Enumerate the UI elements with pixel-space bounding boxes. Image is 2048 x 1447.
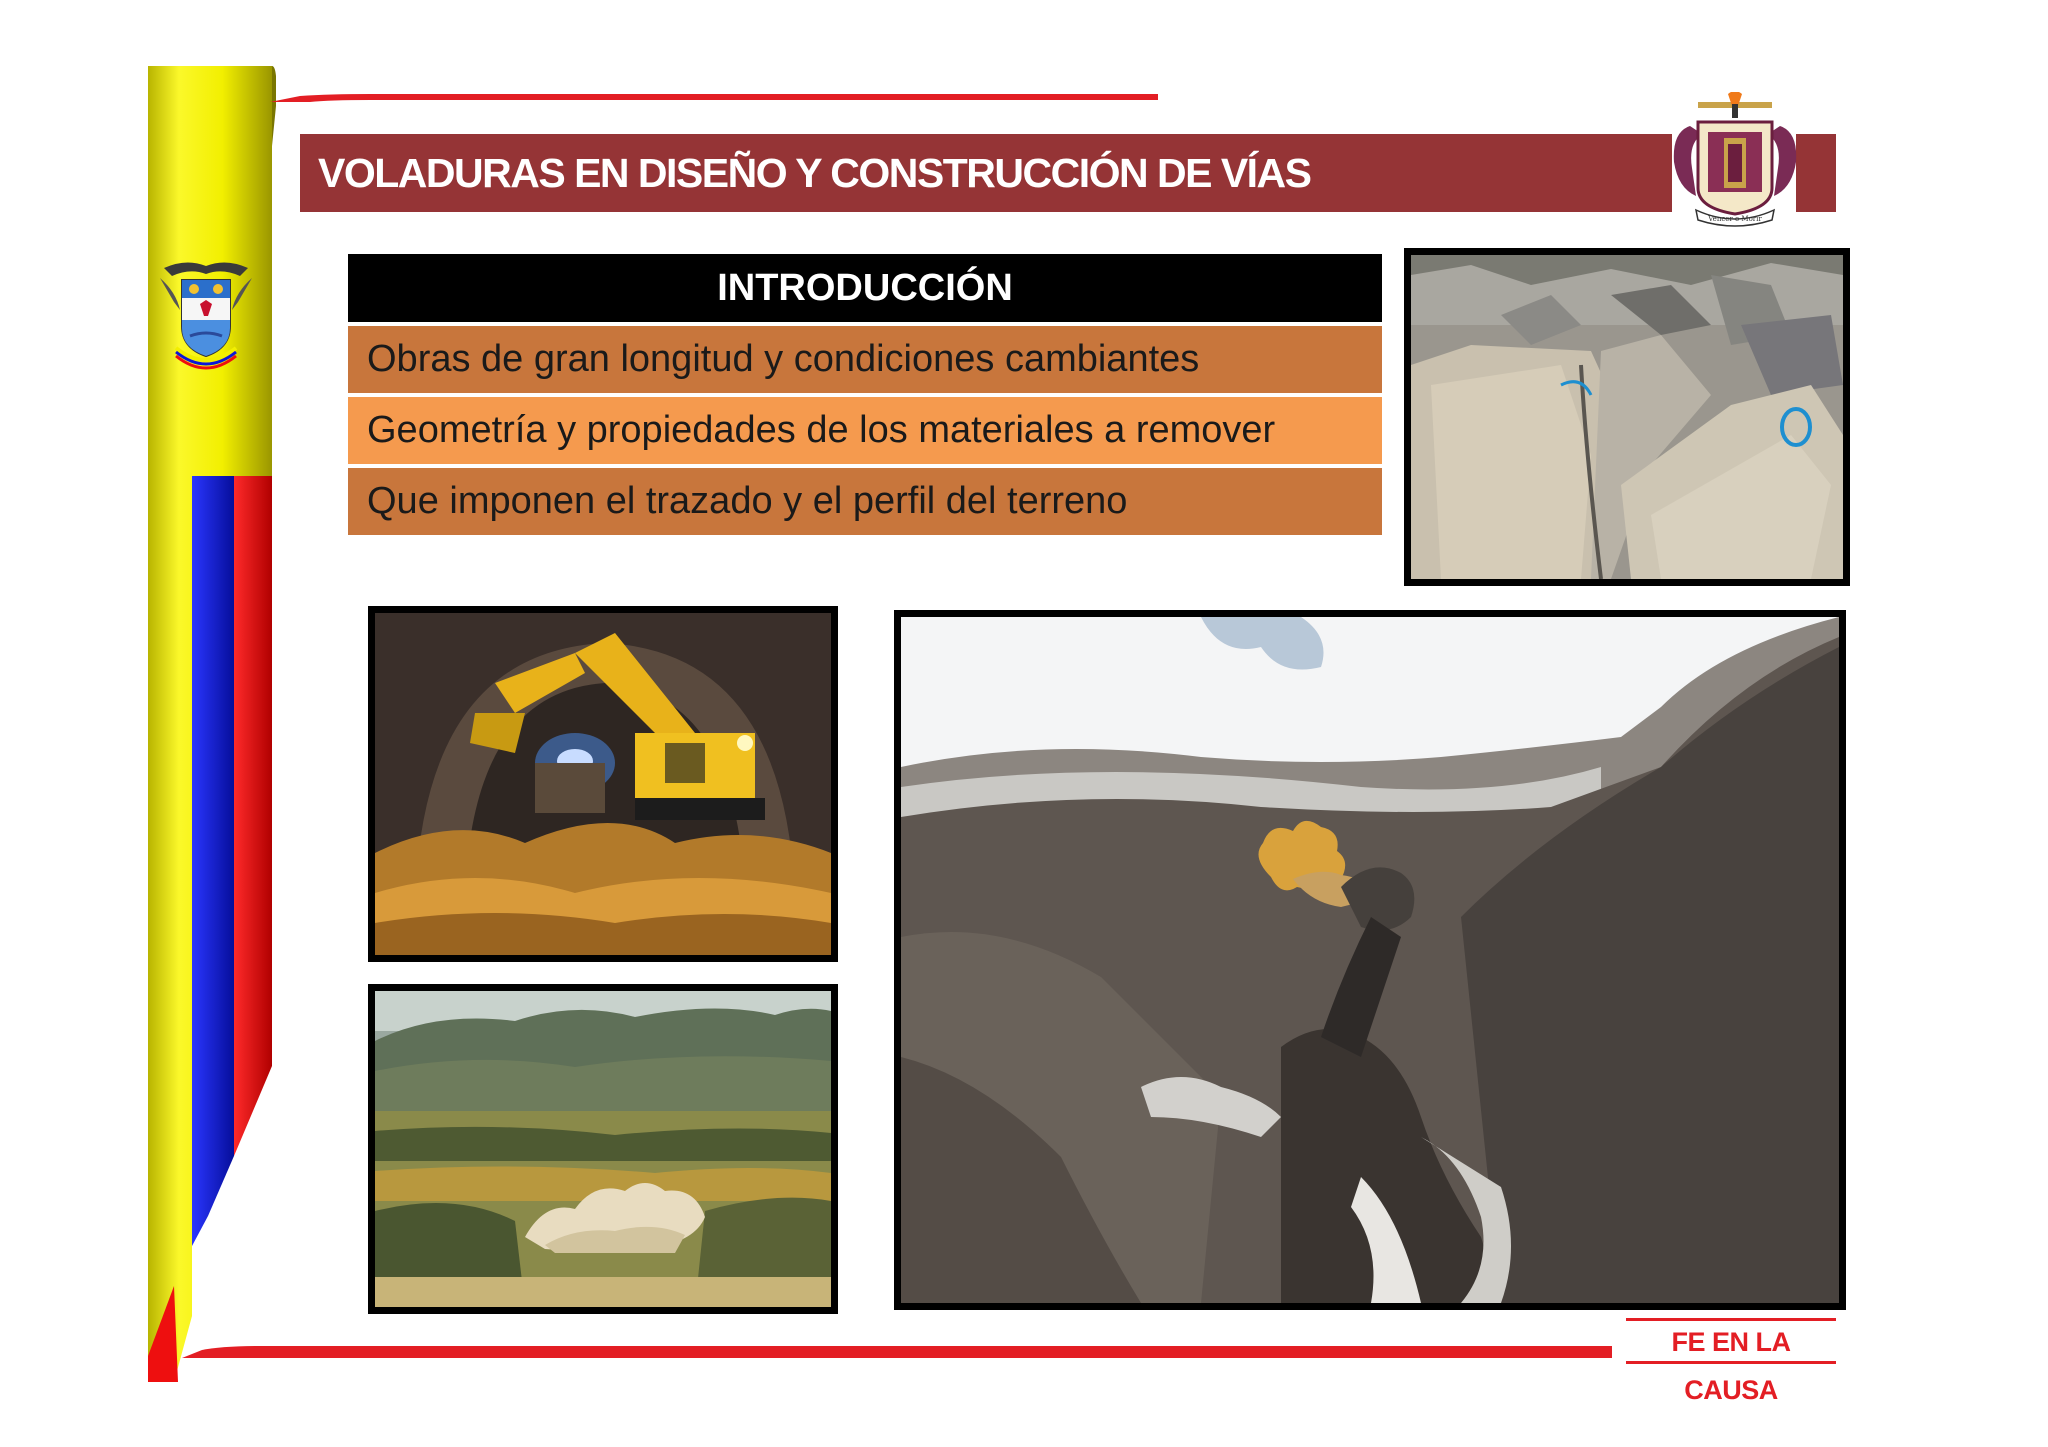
bottom-red-line: [182, 1346, 1612, 1358]
photo-field-blast: [368, 984, 838, 1314]
photo-tunnel-excavator: [368, 606, 838, 962]
slogan-rule-bottom: [1626, 1361, 1836, 1364]
banner-endcap: [1796, 134, 1836, 212]
top-red-line: [270, 94, 1158, 102]
title-banner: [300, 134, 1672, 212]
coat-of-arms-icon: [156, 252, 256, 374]
slide-title: VOLADURAS EN DISEÑO Y CONSTRUCCIÓN DE VÍAS: [318, 150, 1311, 196]
photo-mountain-blast: [894, 610, 1846, 1310]
university-crest-icon: [1668, 92, 1802, 230]
table-row: Que imponen el trazado y el perfil del terreno: [348, 468, 1382, 535]
table-row: Obras de gran longitud y condiciones cambiantes: [348, 326, 1382, 393]
photo-split-rocks: [1404, 248, 1850, 586]
crest-motto: Vencer o Morir: [1708, 215, 1762, 223]
table-header: INTRODUCCIÓN: [348, 254, 1382, 322]
intro-table: [348, 254, 1382, 539]
slogan: FE EN LA CAUSA: [1671, 1327, 1791, 1405]
table-row: Geometría y propiedades de los materiales a remover: [348, 397, 1382, 464]
